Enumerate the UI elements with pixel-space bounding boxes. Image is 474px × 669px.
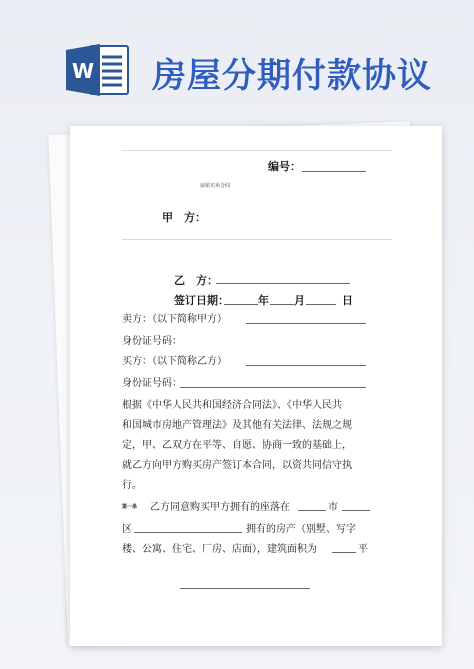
party-a-label: 甲 方： <box>162 211 206 224</box>
para2-blank-2[interactable] <box>342 510 370 511</box>
para1-line4: 就乙方向甲方购买房产签订本合同，以资共同信守执 <box>122 460 352 471</box>
para2-blank-1[interactable] <box>298 510 326 511</box>
party-b-blank[interactable] <box>216 283 350 284</box>
para2-line2-tail: 拥有的房产（别墅、写字 <box>246 524 356 535</box>
seller-blank[interactable] <box>246 323 366 324</box>
top-rule <box>122 150 392 151</box>
number-blank[interactable] <box>302 171 366 172</box>
party-b-label: 乙 方： <box>174 274 218 287</box>
sign-date-label: 签订日期： <box>174 294 229 307</box>
day-label: 日 <box>342 294 353 307</box>
buyer-line: 买方：（以下简称乙方） <box>122 356 227 367</box>
para1-line5: 行。 <box>122 480 142 491</box>
year-blank[interactable] <box>224 304 258 305</box>
para2-line3: 楼、公寓、住宅、厂房、店面），建筑面积为 <box>122 544 317 555</box>
para2-blank-4[interactable] <box>332 552 356 553</box>
mid-rule <box>122 239 392 240</box>
seller-id-label: 身份证号码： <box>122 336 182 347</box>
para2-blank-3[interactable] <box>134 532 242 533</box>
seller-line: 卖方：（以下简称甲方） <box>122 314 227 325</box>
para1-line2: 和国城市房地产管理法》及其他有关法律、法规之规 <box>122 420 352 431</box>
document-page <box>70 126 442 646</box>
para1-line1: 根据《中华人民共和国经济合同法》、《中华人民共 <box>122 400 342 411</box>
para1-line3: 定，甲、乙双方在平等、自愿、协商一致的基础上， <box>122 440 352 451</box>
doc-subtitle: 房屋买卖合同 <box>200 183 231 189</box>
buyer-id-label: 身份证号码： <box>122 378 182 389</box>
buyer-id-blank[interactable] <box>180 387 366 388</box>
number-label: 编号： <box>268 160 301 173</box>
word-app-icon <box>64 42 130 98</box>
para2-line3-tail: 平 <box>358 544 368 555</box>
bottom-rule <box>180 588 310 589</box>
month-label: 月 <box>294 294 305 307</box>
para2-city: 市 <box>328 502 338 513</box>
article-1-label: 第一条 <box>122 504 138 510</box>
month-blank[interactable] <box>270 304 294 305</box>
para2-district: 区 <box>122 524 132 535</box>
para2-line1: 乙方同意购买甲方拥有的座落在 <box>150 502 290 513</box>
day-blank[interactable] <box>306 304 336 305</box>
page-title: 房屋分期付款协议 <box>152 56 432 96</box>
year-label: 年 <box>258 294 269 307</box>
word-logo-letter: W <box>71 59 95 83</box>
buyer-blank[interactable] <box>246 365 366 366</box>
